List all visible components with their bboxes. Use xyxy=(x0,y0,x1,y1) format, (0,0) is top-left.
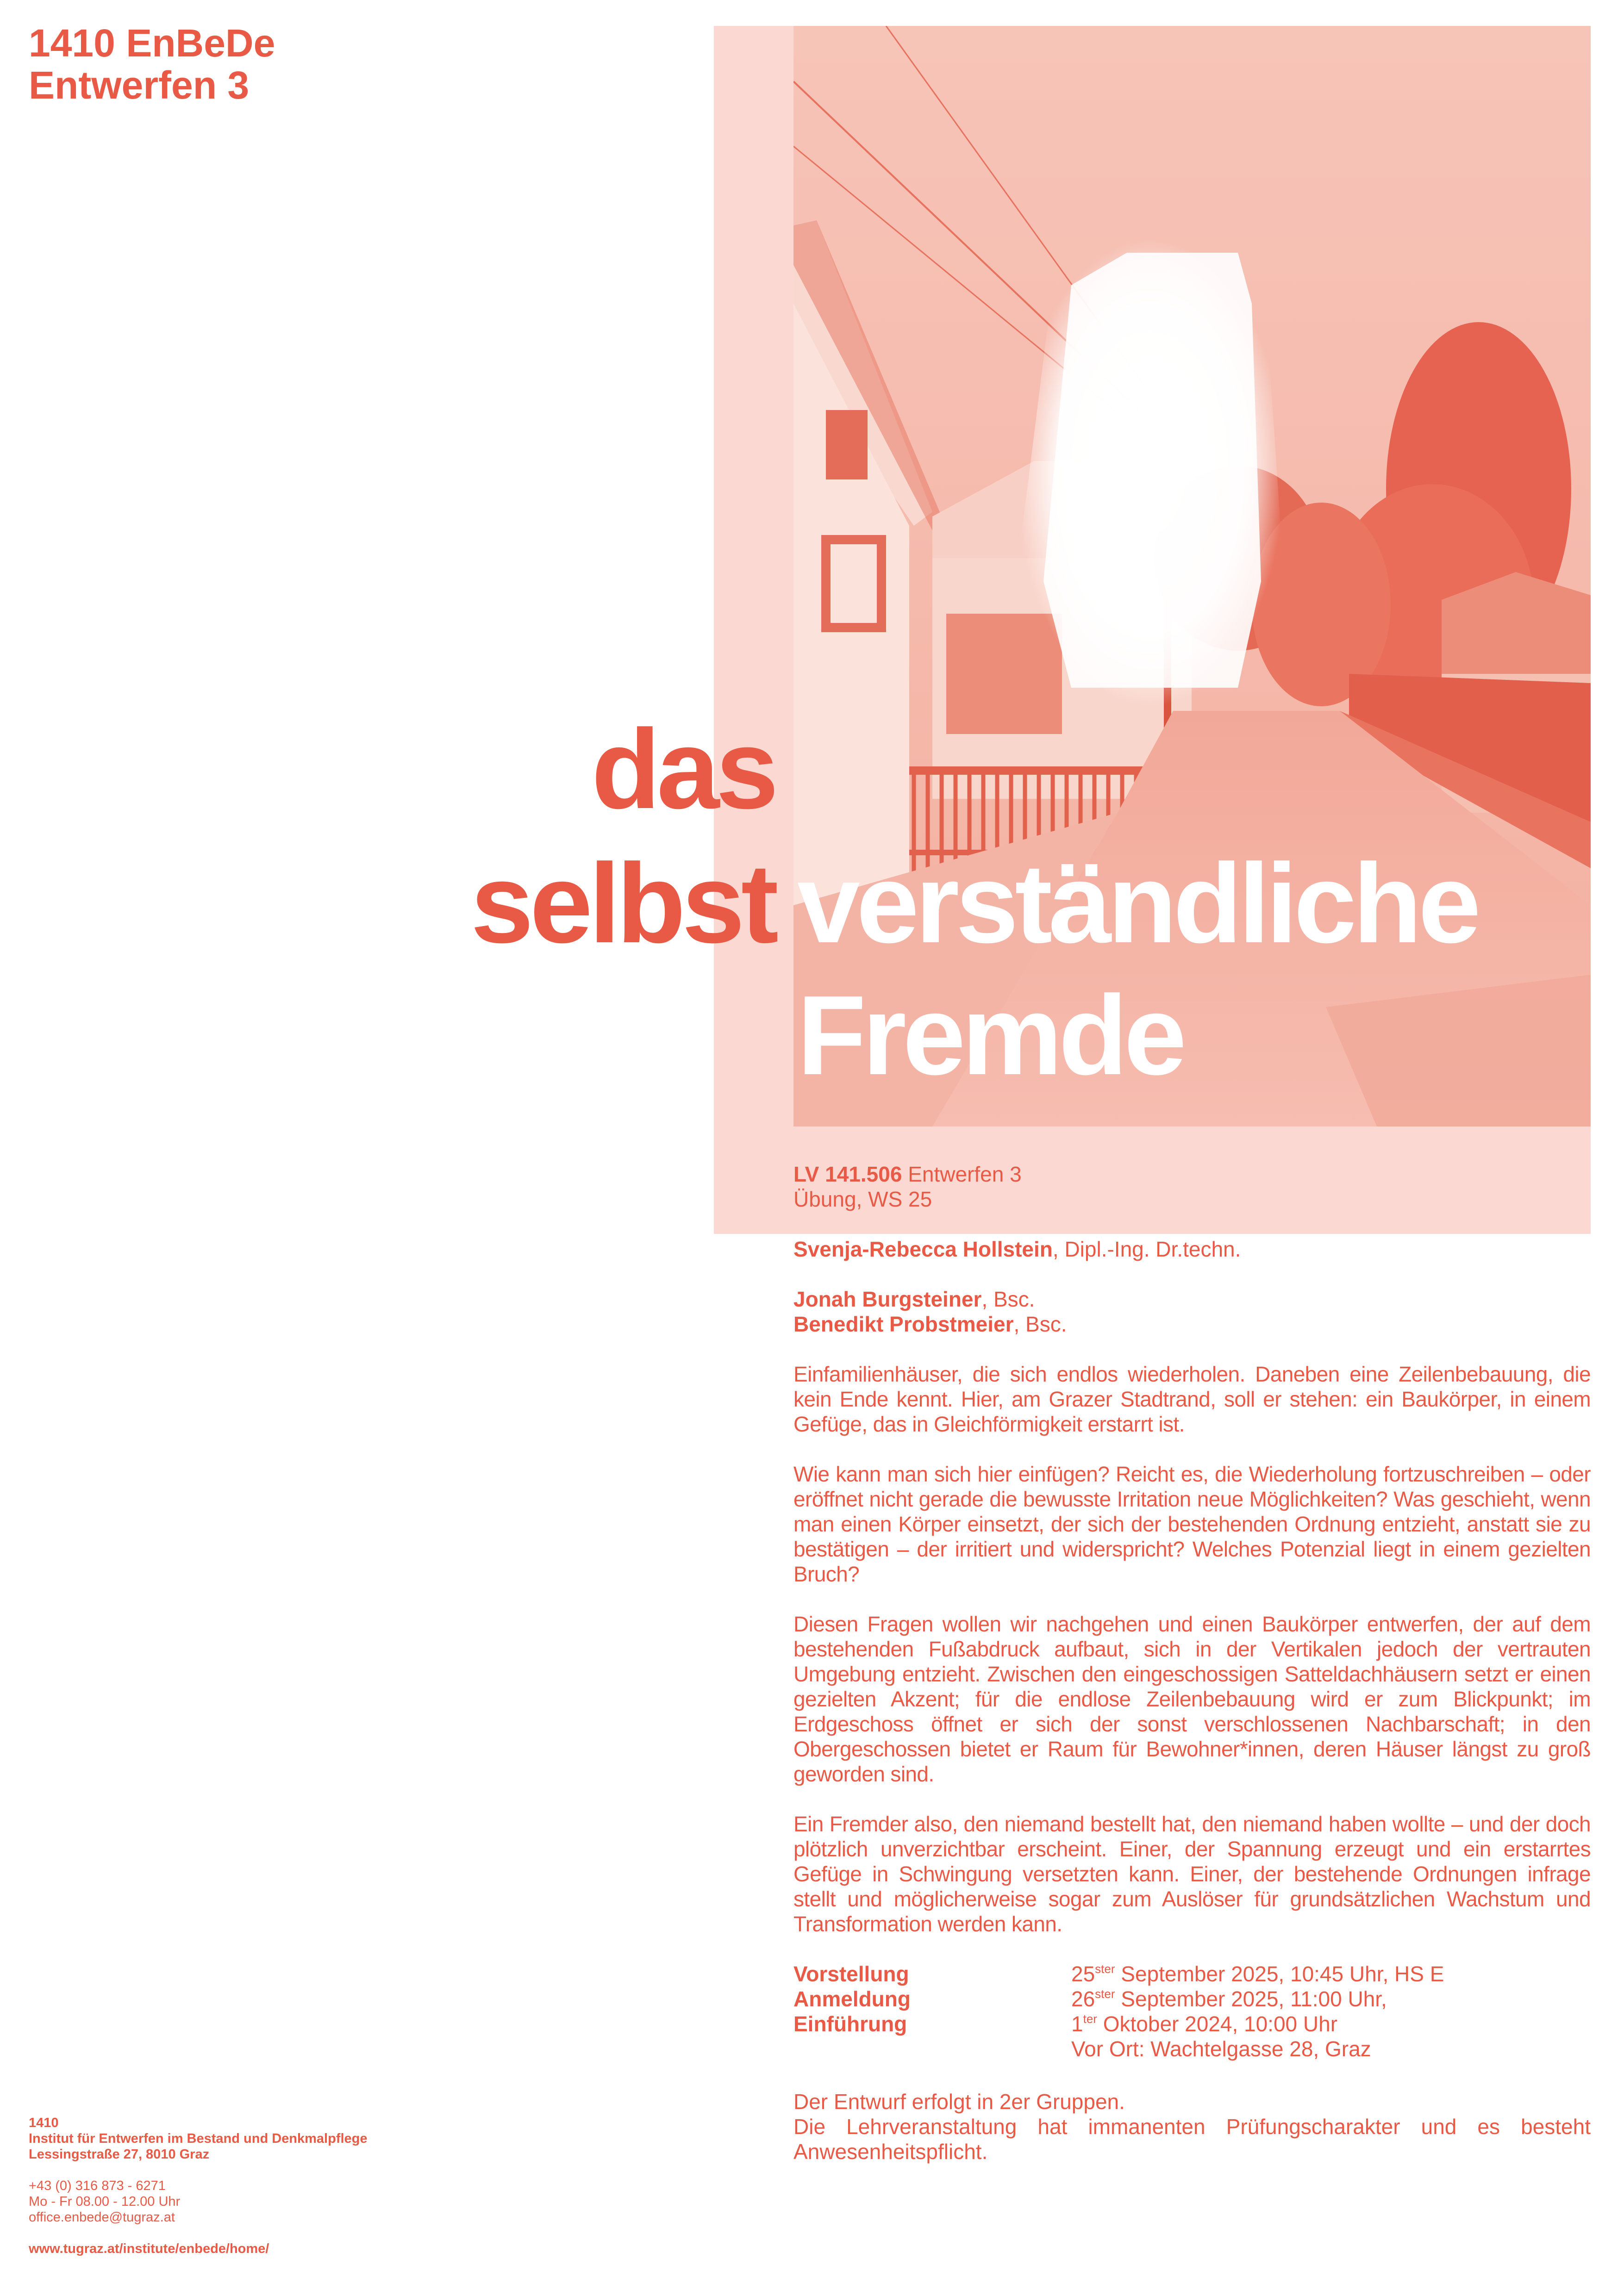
footer-institute: Institut für Entwerfen im Bestand und Denkmalpflege xyxy=(29,2131,368,2146)
attendance-note: Die Lehrveranstaltung hat immanenten Prüfungscharakter und es besteht Anwesenheitspflicht. xyxy=(793,2115,1591,2164)
footer-number: 1410 xyxy=(29,2116,59,2130)
institute-code: 1410 EnBeDe xyxy=(29,21,275,65)
group-note: Der Entwurf erfolgt in 2er Gruppen. xyxy=(793,2090,1125,2114)
tutor-2-name: Benedikt Probstmeier xyxy=(793,1312,1014,1336)
tutors xyxy=(793,1287,1591,1337)
tutor-1-title: , Bsc. xyxy=(981,1287,1035,1311)
event-label: Anmeldung xyxy=(793,1987,911,2011)
footer-website-link[interactable]: www.tugraz.at/institute/enbede/home/ xyxy=(29,2241,269,2256)
event-location: Vor Ort: Wachtelgasse 28, Graz xyxy=(1071,2037,1371,2061)
footer-email[interactable]: office.enbede@tugraz.at xyxy=(29,2210,175,2225)
body-paragraph-2: Wie kann man sich hier einfügen? Reicht es, die Wiederholung fortzuschreiben – oder eröffnet nicht gerade die bewusste Irritation neue Möglichkeiten? Was geschieht, wenn man einen Körper einsetzt, der sich der bestehenden Ordnung entzieht, anstatt sie zu bestätigen – der irritiert und widerspricht? Welches Potenzial liegt in einem gezielten Bruch? xyxy=(793,1462,1591,1586)
lead-title: , Dipl.-Ing. Dr.techn. xyxy=(1052,1237,1241,1261)
tutor-1-name: Jonah Burgsteiner xyxy=(793,1287,982,1311)
body-paragraph-4: Ein Fremder also, den niemand bestellt hat, den niemand haben wollte – und der doch plötzlich unverzichtbar erscheint. Einer, der Spannung erzeugt und ein erstarrtes Gefüge in Schwingung versetzten kann. Einer, der bestehende Ordnungen infrage stellt und möglicherweise sogar zum Auslöser für grundsätzlichen Wachstum und Transformation werden kann. xyxy=(793,1812,1591,1936)
body-paragraph-3: Diesen Fragen wollen wir nachgehen und einen Baukörper entwerfen, der auf dem bestehenden Fußabdruck aufbaut, sich in der Vertikalen jedoch der vertrauten Umgebung entzieht. Zwischen den eingeschossigen Satteldachhäusern setzt er einen gezielten Akzent; für die endlose Zeilenbebauung wird er zum Blickpunkt; im Erdgeschoss öffnet er sich der sonst verschlossenen Nachbarschaft; in den Obergeschossen bietet er Raum für Bewohner*innen, deren Häuser längst zu groß geworden sind. xyxy=(793,1612,1591,1786)
event-schedule xyxy=(793,1961,1591,2061)
text-column xyxy=(793,1162,1591,2164)
title-line-fremde: Fremde xyxy=(797,972,1183,1098)
institute-footer xyxy=(29,2115,445,2257)
tutor-2-title: , Bsc. xyxy=(1013,1312,1067,1336)
event-date: $25^{ster}$ September 2025, 10:45 Uhr, HS E xyxy=(1071,1962,1444,1986)
course-title: Entwerfen 3 xyxy=(902,1162,1022,1186)
event-date: $26^{ster}$ September 2025, 11:00 Uhr, xyxy=(1071,1987,1387,2011)
course-name: Entwerfen 3 xyxy=(29,63,250,107)
event-label xyxy=(793,2036,1071,2061)
course-code: LV 141.506 xyxy=(793,1162,902,1186)
poster-header xyxy=(29,22,275,106)
event-label: Vorstellung xyxy=(793,1962,909,1986)
footer-phone: +43 (0) 316 873 - 6271 xyxy=(29,2178,166,2193)
event-label: Einführung xyxy=(793,2012,907,2036)
lead-lecturer xyxy=(793,1237,1591,1262)
title-line-das: das xyxy=(591,706,775,832)
lead-name: Svenja-Rebecca Hollstein xyxy=(793,1237,1053,1261)
footer-hours: Mo - Fr 08.00 - 12.00 Uhr xyxy=(29,2194,181,2209)
closing-notes xyxy=(793,2089,1591,2164)
title-line-selbst: selbst xyxy=(470,840,775,966)
footer-address: Lessingstraße 27, 8010 Graz xyxy=(29,2147,210,2162)
course-info xyxy=(793,1162,1591,1212)
course-type: Übung, WS 25 xyxy=(793,1187,932,1211)
title-line-verstaendliche: verständliche xyxy=(797,840,1478,966)
body-paragraph-1: Einfamilienhäuser, die sich endlos wiederholen. Daneben eine Zeilenbebauung, die kein Ende kennt. Hier, am Grazer Stadtrand, soll er stehen: ein Baukörper, in einem Gefüge, das in Gleichförmigkeit erstarrt ist. xyxy=(793,1362,1591,1436)
event-date: $1^{ter}$ Oktober 2024, 10:00 Uhr xyxy=(1071,2012,1338,2036)
